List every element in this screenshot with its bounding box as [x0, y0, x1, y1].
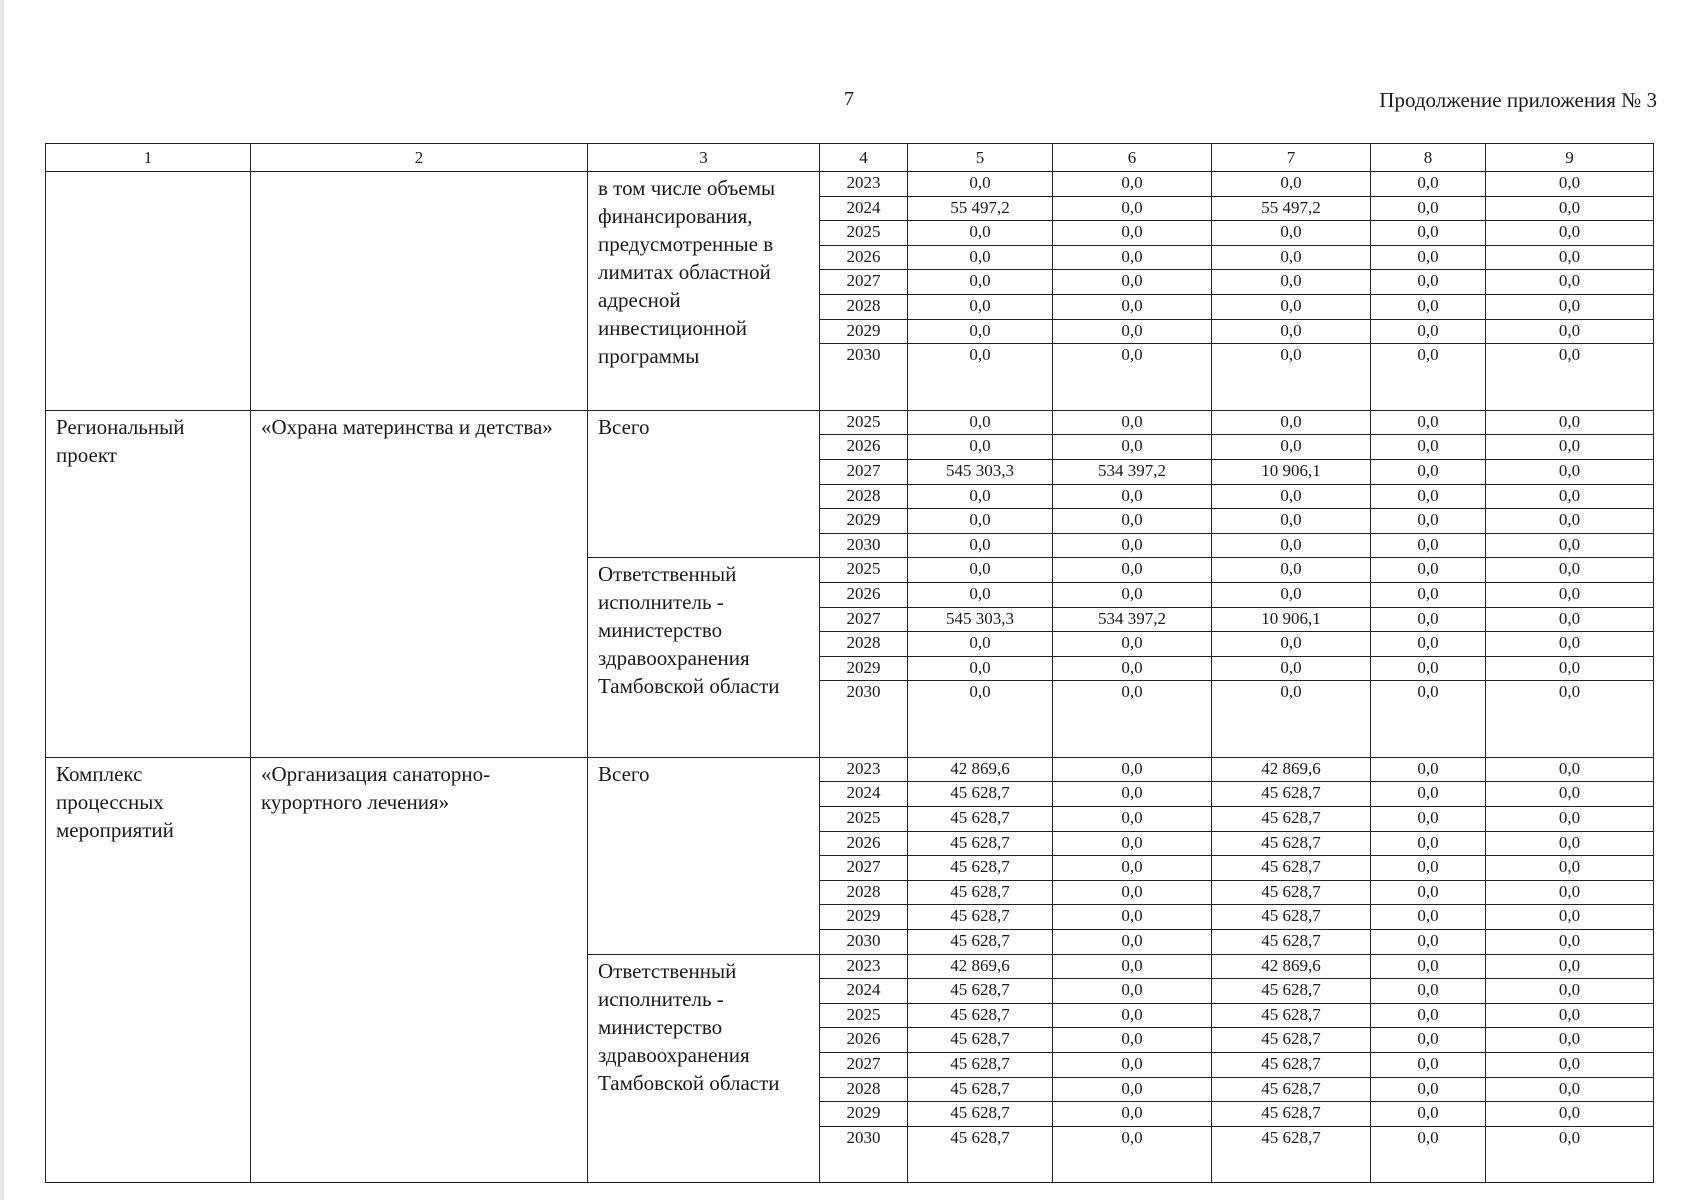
amount-cell: 45 628,7 — [1212, 807, 1371, 832]
amount-cell: 0,0 — [908, 533, 1053, 558]
amount-cell: 0,0 — [1371, 1028, 1486, 1053]
amount-cell: 0,0 — [1371, 954, 1486, 979]
amount-cell: 0,0 — [1053, 196, 1212, 221]
amount-cell: 545 303,3 — [908, 459, 1053, 484]
amount-cell: 45 628,7 — [908, 979, 1053, 1004]
amount-cell: 0,0 — [1371, 930, 1486, 955]
amount-cell: 0,0 — [1486, 172, 1654, 197]
section-type: Региональный проект — [46, 410, 251, 757]
section-name — [251, 172, 588, 411]
amount-cell: 0,0 — [1053, 270, 1212, 295]
column-header: 5 — [908, 144, 1053, 172]
amount-cell: 0,0 — [1371, 681, 1486, 758]
group-label: Всего — [588, 410, 820, 558]
year-cell: 2030 — [820, 681, 908, 758]
amount-cell: 0,0 — [1371, 856, 1486, 881]
amount-cell: 0,0 — [1486, 979, 1654, 1004]
year-cell: 2028 — [820, 294, 908, 319]
column-header: 1 — [46, 144, 251, 172]
group-label: Ответственный исполнитель - министерство здравоохранения Тамбовской области — [588, 558, 820, 758]
amount-cell: 0,0 — [1371, 582, 1486, 607]
amount-cell: 0,0 — [1053, 509, 1212, 534]
amount-cell: 0,0 — [1212, 270, 1371, 295]
amount-cell: 0,0 — [1371, 1003, 1486, 1028]
group-label: Всего — [588, 757, 820, 954]
amount-cell: 0,0 — [1486, 856, 1654, 881]
amount-cell: 42 869,6 — [1212, 757, 1371, 782]
year-cell: 2026 — [820, 1028, 908, 1053]
amount-cell: 0,0 — [908, 319, 1053, 344]
amount-cell: 0,0 — [908, 294, 1053, 319]
amount-cell: 0,0 — [1371, 172, 1486, 197]
column-header: 7 — [1212, 144, 1371, 172]
amount-cell: 45 628,7 — [1212, 1126, 1371, 1183]
amount-cell: 0,0 — [1371, 410, 1486, 435]
amount-cell: 545 303,3 — [908, 607, 1053, 632]
amount-cell: 0,0 — [1212, 656, 1371, 681]
amount-cell: 55 497,2 — [1212, 196, 1371, 221]
amount-cell: 0,0 — [1371, 1102, 1486, 1127]
year-cell: 2025 — [820, 410, 908, 435]
year-cell: 2026 — [820, 831, 908, 856]
amount-cell: 0,0 — [1053, 582, 1212, 607]
amount-cell: 0,0 — [1053, 632, 1212, 657]
amount-cell: 0,0 — [1053, 757, 1212, 782]
amount-cell: 10 906,1 — [1212, 459, 1371, 484]
amount-cell: 45 628,7 — [1212, 979, 1371, 1004]
amount-cell: 0,0 — [908, 344, 1053, 411]
amount-cell: 0,0 — [1053, 782, 1212, 807]
table-row — [46, 757, 1654, 782]
year-cell: 2024 — [820, 979, 908, 1004]
amount-cell: 0,0 — [1371, 294, 1486, 319]
amount-cell: 0,0 — [1486, 905, 1654, 930]
amount-cell: 0,0 — [1371, 1077, 1486, 1102]
amount-cell: 0,0 — [1371, 533, 1486, 558]
year-cell: 2025 — [820, 558, 908, 583]
amount-cell: 0,0 — [1212, 533, 1371, 558]
amount-cell: 0,0 — [1371, 484, 1486, 509]
year-cell: 2027 — [820, 607, 908, 632]
amount-cell: 0,0 — [1212, 221, 1371, 246]
year-cell: 2025 — [820, 807, 908, 832]
amount-cell: 45 628,7 — [908, 1126, 1053, 1183]
year-cell: 2030 — [820, 344, 908, 411]
amount-cell: 0,0 — [1486, 1102, 1654, 1127]
amount-cell: 0,0 — [1486, 245, 1654, 270]
amount-cell: 0,0 — [1486, 319, 1654, 344]
amount-cell: 0,0 — [908, 435, 1053, 460]
amount-cell: 45 628,7 — [1212, 1053, 1371, 1078]
amount-cell: 0,0 — [1053, 1003, 1212, 1028]
table-row — [46, 172, 1654, 197]
amount-cell: 0,0 — [1486, 1003, 1654, 1028]
year-cell: 2026 — [820, 582, 908, 607]
amount-cell: 0,0 — [1053, 681, 1212, 758]
amount-cell: 0,0 — [1053, 856, 1212, 881]
year-cell: 2024 — [820, 782, 908, 807]
amount-cell: 0,0 — [1212, 319, 1371, 344]
amount-cell: 0,0 — [1212, 632, 1371, 657]
amount-cell: 0,0 — [908, 558, 1053, 583]
amount-cell: 45 628,7 — [908, 880, 1053, 905]
amount-cell: 0,0 — [1053, 221, 1212, 246]
amount-cell: 0,0 — [1371, 435, 1486, 460]
year-cell: 2030 — [820, 1126, 908, 1183]
amount-cell: 0,0 — [1486, 558, 1654, 583]
amount-cell: 45 628,7 — [1212, 880, 1371, 905]
column-header: 9 — [1486, 144, 1654, 172]
amount-cell: 0,0 — [1212, 484, 1371, 509]
scan-edge — [0, 0, 4, 1200]
amount-cell: 0,0 — [908, 582, 1053, 607]
group-label: Ответственный исполнитель - министерство здравоохранения Тамбовской области — [588, 954, 820, 1183]
amount-cell: 0,0 — [1486, 1077, 1654, 1102]
table-row — [46, 410, 1654, 435]
amount-cell: 0,0 — [1486, 1126, 1654, 1183]
amount-cell: 45 628,7 — [908, 930, 1053, 955]
amount-cell: 0,0 — [1486, 221, 1654, 246]
amount-cell: 0,0 — [1486, 607, 1654, 632]
year-cell: 2025 — [820, 221, 908, 246]
amount-cell: 0,0 — [1053, 1028, 1212, 1053]
amount-cell: 0,0 — [1371, 344, 1486, 411]
amount-cell: 0,0 — [1486, 632, 1654, 657]
amount-cell: 0,0 — [1212, 509, 1371, 534]
amount-cell: 45 628,7 — [1212, 782, 1371, 807]
page-number: 7 — [844, 88, 854, 110]
header-note: Продолжение приложения № 3 — [1379, 88, 1657, 112]
amount-cell: 0,0 — [1212, 582, 1371, 607]
amount-cell: 42 869,6 — [1212, 954, 1371, 979]
amount-cell: 0,0 — [1371, 607, 1486, 632]
amount-cell: 0,0 — [1371, 782, 1486, 807]
year-cell: 2029 — [820, 656, 908, 681]
amount-cell: 45 628,7 — [1212, 1003, 1371, 1028]
amount-cell: 0,0 — [1371, 245, 1486, 270]
amount-cell: 0,0 — [1486, 880, 1654, 905]
year-cell: 2027 — [820, 459, 908, 484]
amount-cell: 0,0 — [1053, 880, 1212, 905]
amount-cell: 0,0 — [1371, 270, 1486, 295]
amount-cell: 10 906,1 — [1212, 607, 1371, 632]
amount-cell: 45 628,7 — [908, 905, 1053, 930]
amount-cell: 0,0 — [1053, 831, 1212, 856]
amount-cell: 0,0 — [1486, 533, 1654, 558]
amount-cell: 0,0 — [1212, 344, 1371, 411]
year-cell: 2023 — [820, 172, 908, 197]
amount-cell: 0,0 — [1486, 459, 1654, 484]
amount-cell: 534 397,2 — [1053, 607, 1212, 632]
amount-cell: 0,0 — [1212, 172, 1371, 197]
amount-cell: 0,0 — [1486, 954, 1654, 979]
amount-cell: 45 628,7 — [908, 1102, 1053, 1127]
amount-cell: 0,0 — [1371, 905, 1486, 930]
amount-cell: 0,0 — [908, 172, 1053, 197]
amount-cell: 0,0 — [1212, 558, 1371, 583]
amount-cell: 0,0 — [1053, 979, 1212, 1004]
amount-cell: 0,0 — [908, 245, 1053, 270]
amount-cell: 0,0 — [1053, 172, 1212, 197]
amount-cell: 0,0 — [1486, 435, 1654, 460]
amount-cell: 0,0 — [1053, 1126, 1212, 1183]
amount-cell: 0,0 — [1371, 459, 1486, 484]
amount-cell: 45 628,7 — [1212, 930, 1371, 955]
amount-cell: 0,0 — [1212, 435, 1371, 460]
amount-cell: 0,0 — [1486, 1028, 1654, 1053]
amount-cell: 0,0 — [1371, 807, 1486, 832]
amount-cell: 0,0 — [1486, 681, 1654, 758]
column-header: 8 — [1371, 144, 1486, 172]
section-type: Комплекс процессных мероприятий — [46, 757, 251, 1183]
amount-cell: 0,0 — [1212, 681, 1371, 758]
amount-cell: 45 628,7 — [908, 1077, 1053, 1102]
amount-cell: 0,0 — [1486, 1053, 1654, 1078]
amount-cell: 0,0 — [1053, 435, 1212, 460]
amount-cell: 0,0 — [1371, 1126, 1486, 1183]
amount-cell: 45 628,7 — [1212, 831, 1371, 856]
year-cell: 2029 — [820, 1102, 908, 1127]
amount-cell: 0,0 — [1486, 757, 1654, 782]
amount-cell: 0,0 — [908, 632, 1053, 657]
amount-cell: 0,0 — [1053, 807, 1212, 832]
amount-cell: 45 628,7 — [908, 807, 1053, 832]
amount-cell: 0,0 — [1486, 196, 1654, 221]
amount-cell: 0,0 — [1486, 656, 1654, 681]
amount-cell: 0,0 — [1053, 656, 1212, 681]
amount-cell: 0,0 — [1486, 484, 1654, 509]
amount-cell: 0,0 — [1212, 294, 1371, 319]
amount-cell: 0,0 — [1053, 930, 1212, 955]
amount-cell: 0,0 — [1371, 880, 1486, 905]
section-type — [46, 172, 251, 411]
amount-cell: 0,0 — [1371, 831, 1486, 856]
amount-cell: 45 628,7 — [1212, 905, 1371, 930]
year-cell: 2027 — [820, 270, 908, 295]
amount-cell: 0,0 — [1053, 344, 1212, 411]
amount-cell: 0,0 — [1212, 410, 1371, 435]
amount-cell: 42 869,6 — [908, 757, 1053, 782]
year-cell: 2028 — [820, 880, 908, 905]
amount-cell: 0,0 — [1371, 632, 1486, 657]
year-cell: 2023 — [820, 757, 908, 782]
amount-cell: 0,0 — [1053, 410, 1212, 435]
year-cell: 2028 — [820, 484, 908, 509]
amount-cell: 534 397,2 — [1053, 459, 1212, 484]
amount-cell: 0,0 — [1486, 582, 1654, 607]
amount-cell: 45 628,7 — [908, 831, 1053, 856]
year-cell: 2028 — [820, 632, 908, 657]
year-cell: 2026 — [820, 245, 908, 270]
year-cell: 2027 — [820, 856, 908, 881]
amount-cell: 0,0 — [1486, 930, 1654, 955]
year-cell: 2030 — [820, 930, 908, 955]
amount-cell: 0,0 — [1053, 319, 1212, 344]
year-cell: 2028 — [820, 1077, 908, 1102]
amount-cell: 45 628,7 — [908, 1003, 1053, 1028]
amount-cell: 0,0 — [1371, 558, 1486, 583]
amount-cell: 0,0 — [1371, 979, 1486, 1004]
year-cell: 2024 — [820, 196, 908, 221]
amount-cell: 45 628,7 — [908, 1053, 1053, 1078]
year-cell: 2026 — [820, 435, 908, 460]
table-body — [46, 172, 1654, 1183]
amount-cell: 0,0 — [1371, 319, 1486, 344]
amount-cell: 0,0 — [1486, 782, 1654, 807]
column-header: 4 — [820, 144, 908, 172]
section-name: «Охрана материнства и детства» — [251, 410, 588, 757]
amount-cell: 0,0 — [1053, 558, 1212, 583]
amount-cell: 0,0 — [1371, 509, 1486, 534]
amount-cell: 0,0 — [1053, 1102, 1212, 1127]
amount-cell: 45 628,7 — [1212, 1102, 1371, 1127]
amount-cell: 0,0 — [908, 656, 1053, 681]
amount-cell: 0,0 — [1486, 831, 1654, 856]
amount-cell: 0,0 — [1053, 905, 1212, 930]
amount-cell: 0,0 — [1486, 410, 1654, 435]
amount-cell: 0,0 — [1486, 270, 1654, 295]
amount-cell: 45 628,7 — [1212, 1077, 1371, 1102]
amount-cell: 0,0 — [1371, 656, 1486, 681]
column-header: 3 — [588, 144, 820, 172]
amount-cell: 0,0 — [1486, 344, 1654, 411]
amount-cell: 55 497,2 — [908, 196, 1053, 221]
group-label: в том числе объемы финансирования, предусмотренные в лимитах областной адресной инвестиционной программы — [588, 172, 820, 411]
amount-cell: 45 628,7 — [908, 856, 1053, 881]
section-name: «Организация санаторно-курортного лечения» — [251, 757, 588, 1183]
amount-cell: 0,0 — [1486, 509, 1654, 534]
header-row — [46, 144, 1654, 172]
financing-table — [45, 143, 1654, 1183]
year-cell: 2027 — [820, 1053, 908, 1078]
amount-cell: 0,0 — [908, 484, 1053, 509]
amount-cell: 0,0 — [1371, 196, 1486, 221]
year-cell: 2023 — [820, 954, 908, 979]
amount-cell: 0,0 — [908, 681, 1053, 758]
year-cell: 2029 — [820, 905, 908, 930]
amount-cell: 0,0 — [908, 221, 1053, 246]
column-header: 2 — [251, 144, 588, 172]
amount-cell: 0,0 — [1486, 807, 1654, 832]
amount-cell: 0,0 — [1053, 954, 1212, 979]
amount-cell: 0,0 — [908, 270, 1053, 295]
column-header: 6 — [1053, 144, 1212, 172]
year-cell: 2025 — [820, 1003, 908, 1028]
year-cell: 2029 — [820, 509, 908, 534]
year-cell: 2030 — [820, 533, 908, 558]
amount-cell: 0,0 — [1053, 484, 1212, 509]
amount-cell: 0,0 — [1371, 757, 1486, 782]
amount-cell: 0,0 — [1053, 533, 1212, 558]
amount-cell: 0,0 — [908, 509, 1053, 534]
amount-cell: 0,0 — [1371, 1053, 1486, 1078]
amount-cell: 0,0 — [1053, 1053, 1212, 1078]
amount-cell: 0,0 — [1486, 294, 1654, 319]
amount-cell: 45 628,7 — [1212, 1028, 1371, 1053]
amount-cell: 45 628,7 — [908, 1028, 1053, 1053]
amount-cell: 0,0 — [1053, 294, 1212, 319]
amount-cell: 0,0 — [1212, 245, 1371, 270]
amount-cell: 0,0 — [1053, 245, 1212, 270]
amount-cell: 0,0 — [1371, 221, 1486, 246]
amount-cell: 45 628,7 — [1212, 856, 1371, 881]
amount-cell: 0,0 — [908, 410, 1053, 435]
amount-cell: 0,0 — [1053, 1077, 1212, 1102]
year-cell: 2029 — [820, 319, 908, 344]
amount-cell: 45 628,7 — [908, 782, 1053, 807]
amount-cell: 42 869,6 — [908, 954, 1053, 979]
